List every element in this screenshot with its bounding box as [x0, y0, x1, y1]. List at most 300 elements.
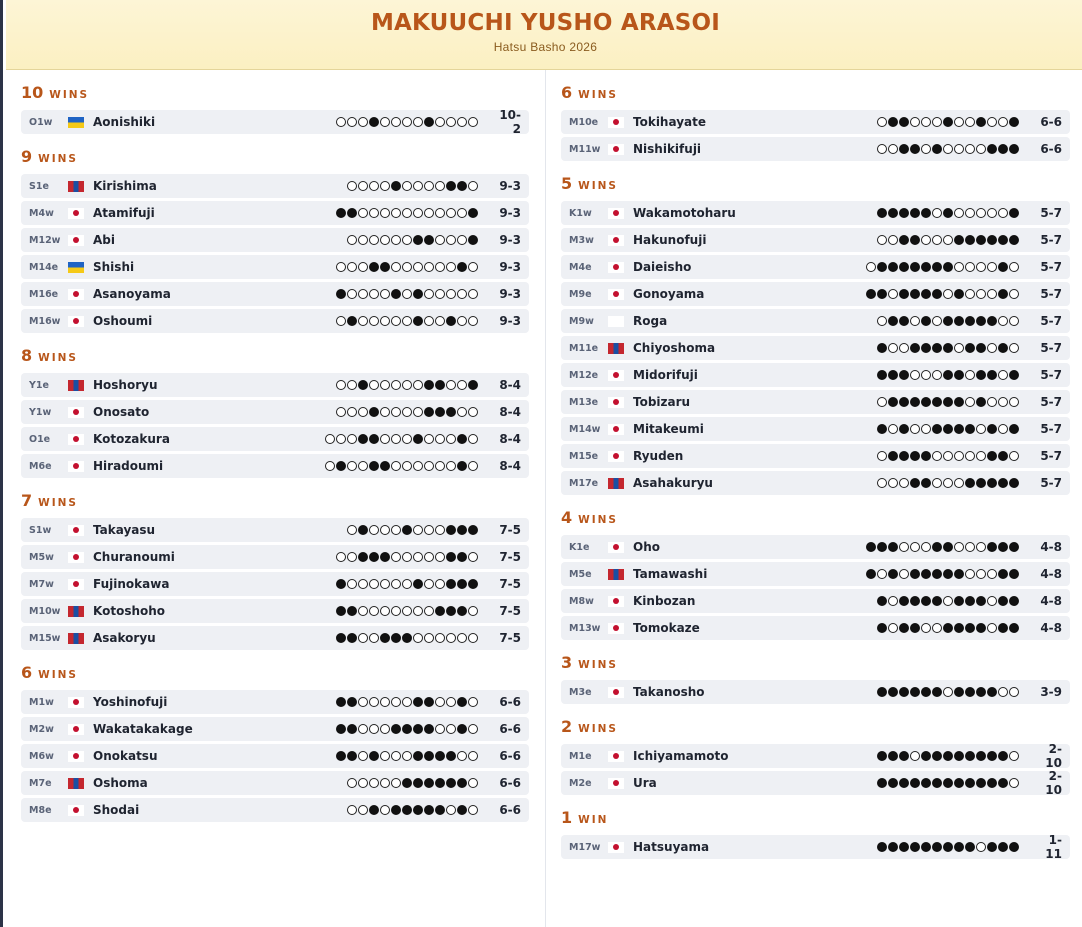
rikishi-list — [561, 201, 1070, 495]
rikishi-name[interactable]: Abi — [93, 233, 115, 247]
rikishi-name[interactable]: Onokatsu — [93, 749, 158, 763]
rikishi-name[interactable]: Gonoyama — [633, 287, 705, 301]
rikishi-row[interactable] — [561, 417, 1070, 441]
loss-mark-icon — [976, 117, 986, 127]
rikishi-row[interactable] — [21, 373, 529, 397]
win-mark-icon — [888, 623, 898, 633]
rikishi-name[interactable]: Takayasu — [93, 523, 156, 537]
loss-mark-icon — [369, 434, 379, 444]
win-mark-icon — [954, 208, 964, 218]
loss-mark-icon — [347, 697, 357, 707]
loss-mark-icon — [358, 380, 368, 390]
loss-mark-icon — [358, 525, 368, 535]
group-heading — [561, 174, 1070, 194]
rikishi-name[interactable]: Wakatakakage — [93, 722, 193, 736]
rikishi-row[interactable] — [561, 562, 1070, 586]
win-mark-icon — [358, 117, 368, 127]
win-mark-icon — [435, 235, 445, 245]
group-wins-label: WINS — [578, 723, 618, 735]
loss-mark-icon — [424, 697, 434, 707]
rikishi-name[interactable]: Oshoma — [93, 776, 148, 790]
loss-mark-icon — [899, 596, 909, 606]
loss-mark-icon — [921, 751, 931, 761]
loss-mark-icon — [877, 687, 887, 697]
rikishi-row[interactable] — [21, 201, 529, 225]
rikishi-name[interactable]: Yoshinofuji — [93, 695, 168, 709]
rikishi-name[interactable]: Shishi — [93, 260, 135, 274]
rikishi-row[interactable] — [21, 255, 529, 279]
bout-results — [877, 623, 1020, 633]
rikishi-row[interactable] — [21, 454, 529, 478]
rikishi-name[interactable]: Asahakuryu — [633, 476, 713, 490]
japan-flag-icon — [68, 208, 84, 219]
win-mark-icon — [358, 235, 368, 245]
rikishi-row[interactable] — [21, 309, 529, 333]
mongolia-flag-icon — [68, 181, 84, 192]
loss-mark-icon — [899, 751, 909, 761]
wins-group — [21, 83, 529, 134]
rikishi-name[interactable]: Mitakeumi — [633, 422, 704, 436]
win-mark-icon — [446, 633, 456, 643]
win-mark-icon — [358, 697, 368, 707]
rikishi-row[interactable] — [21, 174, 529, 198]
win-mark-icon — [1009, 289, 1019, 299]
rikishi-name[interactable]: Takanosho — [633, 685, 705, 699]
win-loss-record: 7-5 — [499, 550, 521, 564]
group-wins-count: 1 — [561, 808, 573, 827]
rikishi-row[interactable] — [561, 444, 1070, 468]
group-wins-count: 2 — [561, 717, 573, 736]
win-mark-icon — [336, 117, 346, 127]
rikishi-row[interactable] — [561, 110, 1070, 134]
loss-mark-icon — [932, 596, 942, 606]
loss-mark-icon — [976, 623, 986, 633]
loss-mark-icon — [413, 778, 423, 788]
win-mark-icon — [965, 208, 975, 218]
rikishi-name[interactable]: Asakoryu — [93, 631, 156, 645]
rikishi-name[interactable]: Kotoshoho — [93, 604, 166, 618]
loss-mark-icon — [866, 542, 876, 552]
loss-mark-icon — [954, 397, 964, 407]
win-mark-icon — [413, 181, 423, 191]
win-mark-icon — [435, 724, 445, 734]
win-mark-icon — [468, 805, 478, 815]
win-mark-icon — [457, 751, 467, 761]
mongolia-flag-icon — [68, 380, 84, 391]
loss-mark-icon — [921, 208, 931, 218]
rank-label: M14w — [569, 423, 601, 435]
loss-mark-icon — [336, 461, 346, 471]
rikishi-name[interactable]: Ichiyamamoto — [633, 749, 729, 763]
loss-mark-icon — [347, 633, 357, 643]
win-mark-icon — [965, 397, 975, 407]
rikishi-name[interactable]: Daieisho — [633, 260, 692, 274]
win-mark-icon — [402, 697, 412, 707]
win-mark-icon — [358, 724, 368, 734]
rikishi-name[interactable]: Fujinokawa — [93, 577, 170, 591]
rank-label: M9w — [569, 315, 594, 327]
win-mark-icon — [888, 424, 898, 434]
loss-mark-icon — [998, 235, 1008, 245]
win-mark-icon — [413, 552, 423, 562]
rikishi-row[interactable] — [21, 599, 529, 623]
rikishi-name[interactable]: Roga — [633, 314, 668, 328]
rikishi-name[interactable]: Churanoumi — [93, 550, 175, 564]
win-mark-icon — [380, 407, 390, 417]
win-loss-record: 5-7 — [1040, 314, 1062, 328]
bout-results — [336, 262, 479, 272]
win-loss-record: 1-11 — [1045, 833, 1062, 861]
bout-results — [347, 525, 479, 535]
loss-mark-icon — [899, 144, 909, 154]
loss-mark-icon — [921, 451, 931, 461]
win-mark-icon — [932, 478, 942, 488]
rikishi-name[interactable]: Kinbozan — [633, 594, 696, 608]
win-mark-icon — [424, 316, 434, 326]
rikishi-name[interactable]: Hatsuyama — [633, 840, 710, 854]
rikishi-name[interactable]: Onosato — [93, 405, 150, 419]
group-wins-label: WINS — [38, 153, 78, 165]
loss-mark-icon — [1009, 370, 1019, 380]
rikishi-name[interactable]: Tamawashi — [633, 567, 708, 581]
rikishi-row[interactable] — [21, 400, 529, 424]
rikishi-row[interactable] — [561, 744, 1070, 768]
loss-mark-icon — [998, 842, 1008, 852]
rikishi-name[interactable]: Ura — [633, 776, 657, 790]
rikishi-row[interactable] — [561, 336, 1070, 360]
win-mark-icon — [468, 117, 478, 127]
rikishi-row[interactable] — [21, 545, 529, 569]
rikishi-name[interactable]: Asanoyama — [93, 287, 171, 301]
rikishi-row[interactable] — [561, 771, 1070, 795]
rikishi-row[interactable] — [561, 535, 1070, 559]
win-mark-icon — [380, 778, 390, 788]
rank-label: M4w — [29, 207, 54, 219]
loss-mark-icon — [965, 751, 975, 761]
loss-mark-icon — [877, 751, 887, 761]
win-mark-icon — [391, 778, 401, 788]
win-mark-icon — [468, 633, 478, 643]
loss-mark-icon — [998, 569, 1008, 579]
win-mark-icon — [932, 623, 942, 633]
win-loss-record: 9-3 — [499, 314, 521, 328]
loss-mark-icon — [888, 316, 898, 326]
rikishi-name[interactable]: Hoshoryu — [93, 378, 158, 392]
rank-label: M6w — [29, 750, 54, 762]
win-loss-record: 5-7 — [1040, 341, 1062, 355]
loss-mark-icon — [943, 751, 953, 761]
group-wins-count: 9 — [21, 147, 33, 166]
win-mark-icon — [932, 451, 942, 461]
rikishi-name[interactable]: Tokihayate — [633, 115, 706, 129]
rikishi-row[interactable] — [561, 616, 1070, 640]
loss-mark-icon — [888, 370, 898, 380]
rikishi-row[interactable] — [21, 518, 529, 542]
win-mark-icon — [336, 262, 346, 272]
rank-label: O1e — [29, 433, 51, 445]
win-loss-record: 6-6 — [499, 776, 521, 790]
win-mark-icon — [391, 316, 401, 326]
rikishi-row[interactable] — [21, 110, 529, 134]
loss-mark-icon — [877, 370, 887, 380]
rank-label: M7w — [29, 578, 54, 590]
win-mark-icon — [446, 805, 456, 815]
win-mark-icon — [391, 434, 401, 444]
win-mark-icon — [369, 316, 379, 326]
rikishi-name[interactable]: Shodai — [93, 803, 140, 817]
win-mark-icon — [965, 569, 975, 579]
loss-mark-icon — [943, 842, 953, 852]
rikishi-name[interactable]: Tobizaru — [633, 395, 691, 409]
win-mark-icon — [943, 451, 953, 461]
rikishi-name[interactable]: Tomokaze — [633, 621, 700, 635]
rank-label: K1w — [569, 207, 592, 219]
win-mark-icon — [976, 424, 986, 434]
loss-mark-icon — [468, 380, 478, 390]
win-mark-icon — [910, 751, 920, 761]
rikishi-row[interactable] — [21, 717, 529, 741]
wins-group — [21, 147, 529, 333]
win-mark-icon — [402, 235, 412, 245]
loss-mark-icon — [877, 208, 887, 218]
rikishi-row[interactable] — [561, 282, 1070, 306]
win-mark-icon — [347, 407, 357, 417]
rikishi-row[interactable] — [561, 228, 1070, 252]
group-wins-count: 8 — [21, 346, 33, 365]
loss-mark-icon — [413, 289, 423, 299]
win-mark-icon — [446, 235, 456, 245]
win-mark-icon — [435, 461, 445, 471]
win-mark-icon — [987, 262, 997, 272]
win-mark-icon — [347, 262, 357, 272]
rikishi-row[interactable] — [21, 572, 529, 596]
loss-mark-icon — [954, 842, 964, 852]
bout-results — [347, 235, 479, 245]
win-mark-icon — [435, 525, 445, 535]
loss-mark-icon — [899, 208, 909, 218]
bout-results — [877, 751, 1020, 761]
rikishi-row[interactable] — [561, 471, 1070, 495]
rikishi-row[interactable] — [561, 390, 1070, 414]
loss-mark-icon — [921, 397, 931, 407]
loss-mark-icon — [921, 316, 931, 326]
rikishi-row[interactable] — [561, 255, 1070, 279]
loss-mark-icon — [413, 434, 423, 444]
rikishi-row[interactable] — [21, 626, 529, 650]
loss-mark-icon — [380, 262, 390, 272]
win-mark-icon — [347, 434, 357, 444]
win-mark-icon — [369, 778, 379, 788]
win-mark-icon — [998, 208, 1008, 218]
loss-mark-icon — [943, 397, 953, 407]
win-mark-icon — [402, 552, 412, 562]
loss-mark-icon — [976, 778, 986, 788]
win-mark-icon — [391, 697, 401, 707]
win-mark-icon — [347, 805, 357, 815]
win-loss-record: 5-7 — [1040, 476, 1062, 490]
loss-mark-icon — [965, 778, 975, 788]
mongolia-flag-icon — [68, 633, 84, 644]
bout-results — [877, 370, 1020, 380]
loss-mark-icon — [468, 579, 478, 589]
rikishi-row[interactable] — [561, 137, 1070, 161]
loss-mark-icon — [413, 751, 423, 761]
loss-mark-icon — [888, 842, 898, 852]
win-mark-icon — [358, 579, 368, 589]
win-mark-icon — [369, 289, 379, 299]
win-mark-icon — [402, 380, 412, 390]
rikishi-name[interactable]: Kirishima — [93, 179, 157, 193]
rikishi-row[interactable] — [21, 228, 529, 252]
win-mark-icon — [965, 289, 975, 299]
rank-label: M10w — [29, 605, 61, 617]
rikishi-name[interactable]: Midorifuji — [633, 368, 698, 382]
loss-mark-icon — [976, 751, 986, 761]
japan-flag-icon — [68, 579, 84, 590]
loss-mark-icon — [358, 434, 368, 444]
rikishi-name[interactable]: Nishikifuji — [633, 142, 702, 156]
bout-results — [877, 596, 1020, 606]
win-mark-icon — [457, 316, 467, 326]
loss-mark-icon — [899, 778, 909, 788]
win-mark-icon — [954, 117, 964, 127]
rikishi-row[interactable] — [21, 798, 529, 822]
loss-mark-icon — [369, 407, 379, 417]
group-wins-count: 4 — [561, 508, 573, 527]
japan-flag-icon — [608, 842, 624, 853]
win-mark-icon — [888, 343, 898, 353]
loss-mark-icon — [380, 633, 390, 643]
rikishi-name[interactable]: Hakunofuji — [633, 233, 707, 247]
loss-mark-icon — [965, 424, 975, 434]
win-mark-icon — [468, 778, 478, 788]
bout-results — [866, 569, 1020, 579]
loss-mark-icon — [391, 289, 401, 299]
rikishi-name[interactable]: Oho — [633, 540, 660, 554]
loss-mark-icon — [336, 633, 346, 643]
rikishi-name[interactable]: Kotozakura — [93, 432, 170, 446]
loss-mark-icon — [965, 842, 975, 852]
win-loss-record: 9-3 — [499, 287, 521, 301]
win-mark-icon — [369, 579, 379, 589]
rikishi-name[interactable]: Ryuden — [633, 449, 684, 463]
loss-mark-icon — [358, 552, 368, 562]
rikishi-row[interactable] — [21, 690, 529, 714]
win-mark-icon — [380, 724, 390, 734]
loss-mark-icon — [1009, 596, 1019, 606]
win-mark-icon — [402, 407, 412, 417]
rikishi-row[interactable] — [561, 680, 1070, 704]
rikishi-name[interactable]: Oshoumi — [93, 314, 153, 328]
win-mark-icon — [424, 525, 434, 535]
loss-mark-icon — [402, 525, 412, 535]
group-wins-label: WINS — [578, 180, 618, 192]
rikishi-name[interactable]: Chiyoshoma — [633, 341, 716, 355]
win-mark-icon — [888, 289, 898, 299]
loss-mark-icon — [413, 235, 423, 245]
win-mark-icon — [380, 117, 390, 127]
win-mark-icon — [336, 434, 346, 444]
loss-mark-icon — [921, 289, 931, 299]
win-mark-icon — [402, 181, 412, 191]
rikishi-row[interactable] — [561, 835, 1070, 859]
loss-mark-icon — [888, 687, 898, 697]
win-mark-icon — [358, 407, 368, 417]
loss-mark-icon — [987, 542, 997, 552]
win-mark-icon — [347, 380, 357, 390]
rikishi-row[interactable] — [561, 309, 1070, 333]
japan-flag-icon — [608, 235, 624, 246]
win-mark-icon — [435, 434, 445, 444]
rikishi-name[interactable]: Hiradoumi — [93, 459, 164, 473]
rikishi-row[interactable] — [21, 744, 529, 768]
group-wins-label: WINS — [49, 89, 90, 101]
group-heading — [561, 83, 1070, 103]
loss-mark-icon — [921, 478, 931, 488]
loss-mark-icon — [435, 407, 445, 417]
japan-flag-icon — [608, 687, 624, 698]
win-mark-icon — [347, 525, 357, 535]
win-mark-icon — [998, 424, 1008, 434]
rikishi-row[interactable] — [21, 282, 529, 306]
rikishi-row[interactable] — [561, 363, 1070, 387]
loss-mark-icon — [336, 579, 346, 589]
loss-mark-icon — [899, 687, 909, 697]
loss-mark-icon — [457, 805, 467, 815]
rikishi-list — [21, 110, 529, 134]
win-mark-icon — [413, 208, 423, 218]
loss-mark-icon — [910, 687, 920, 697]
rikishi-row[interactable] — [21, 427, 529, 451]
rank-label: M12e — [569, 369, 599, 381]
win-mark-icon — [391, 380, 401, 390]
win-mark-icon — [347, 461, 357, 471]
win-mark-icon — [468, 751, 478, 761]
rikishi-name[interactable]: Aonishiki — [93, 115, 156, 129]
bout-results — [347, 778, 479, 788]
rank-label: M5w — [29, 551, 54, 563]
rikishi-name[interactable]: Atamifuji — [93, 206, 155, 220]
japan-flag-icon — [68, 724, 84, 735]
loss-mark-icon — [877, 596, 887, 606]
win-mark-icon — [325, 461, 335, 471]
win-loss-record: 3-9 — [1040, 685, 1062, 699]
japan-flag-icon — [68, 525, 84, 536]
japan-flag-icon — [68, 316, 84, 327]
loss-mark-icon — [1009, 842, 1019, 852]
loss-mark-icon — [910, 144, 920, 154]
page-subtitle: Hatsu Basho 2026 — [493, 40, 598, 54]
loss-mark-icon — [921, 778, 931, 788]
rank-label: S1w — [29, 524, 52, 536]
win-mark-icon — [998, 397, 1008, 407]
win-mark-icon — [391, 262, 401, 272]
win-mark-icon — [888, 596, 898, 606]
win-loss-record: 5-7 — [1040, 287, 1062, 301]
win-mark-icon — [877, 316, 887, 326]
rank-label: M9e — [569, 288, 592, 300]
win-mark-icon — [391, 579, 401, 589]
rank-label: M2w — [29, 723, 54, 735]
rikishi-row[interactable] — [561, 201, 1070, 225]
win-mark-icon — [899, 569, 909, 579]
rikishi-row[interactable] — [21, 771, 529, 795]
rikishi-row[interactable] — [561, 589, 1070, 613]
loss-mark-icon — [943, 343, 953, 353]
rikishi-name[interactable]: Wakamotoharu — [633, 206, 736, 220]
loss-mark-icon — [910, 778, 920, 788]
loss-mark-icon — [987, 370, 997, 380]
